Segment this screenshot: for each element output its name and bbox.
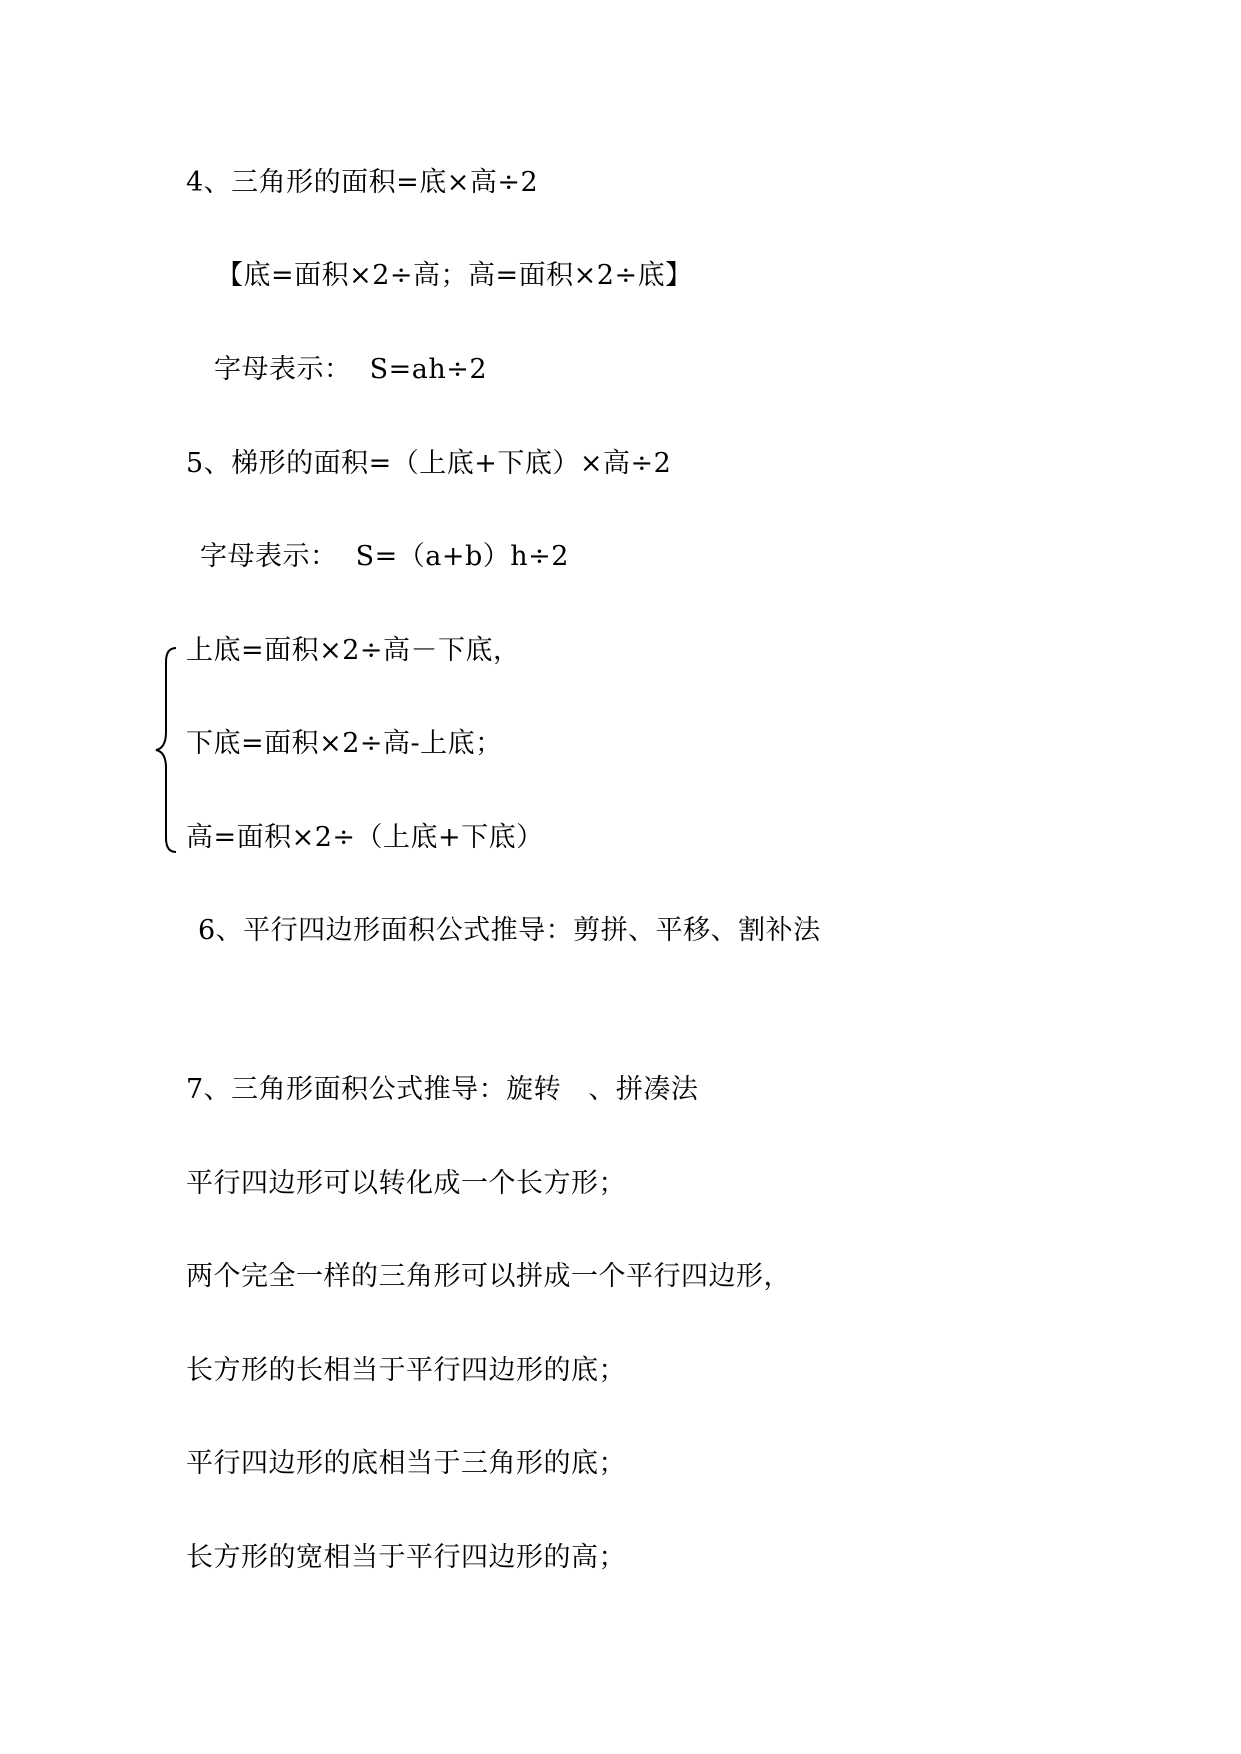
triangle-area-formula: 4、三角形的面积=底×高÷2 bbox=[186, 167, 539, 198]
note-two-triangles: 两个完全一样的三角形可以拼成一个平行四边形， bbox=[186, 1261, 791, 1292]
curly-brace bbox=[150, 640, 180, 860]
note-rectangle-length: 长方形的长相当于平行四边形的底； bbox=[186, 1355, 626, 1386]
triangle-derivation: 7、三角形面积公式推导：旋转 、拼凑法 bbox=[186, 1074, 699, 1105]
trapezoid-letter-formula: 字母表示： S=（a+b）h÷2 bbox=[200, 541, 569, 572]
triangle-letter-formula: 字母表示： S=ah÷2 bbox=[214, 354, 488, 385]
triangle-derived-formulas: 【底=面积×2÷高；高=面积×2÷底】 bbox=[216, 260, 693, 291]
lower-base-formula: 下底=面积×2÷高-上底； bbox=[186, 728, 503, 759]
note-parallelogram-to-rectangle: 平行四边形可以转化成一个长方形； bbox=[186, 1168, 626, 1199]
parallelogram-derivation: 6、平行四边形面积公式推导：剪拼、平移、割补法 bbox=[198, 915, 821, 946]
note-rectangle-width: 长方形的宽相当于平行四边形的高； bbox=[186, 1542, 626, 1573]
upper-base-formula: 上底=面积×2÷高－下底， bbox=[186, 635, 521, 666]
height-formula: 高=面积×2÷（上底+下底） bbox=[186, 822, 544, 853]
note-parallelogram-base: 平行四边形的底相当于三角形的底； bbox=[186, 1448, 626, 1479]
trapezoid-area-formula: 5、梯形的面积=（上底+下底）×高÷2 bbox=[186, 448, 672, 479]
